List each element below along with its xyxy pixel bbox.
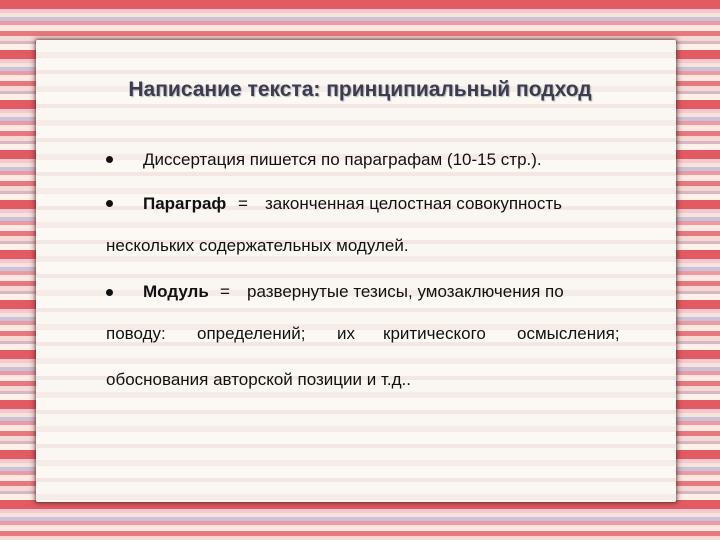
slide: [36, 40, 676, 502]
item-1-text: Диссертация пишется по параграфам (10-15 стр.).: [143, 150, 542, 169]
slide-title: Написание текста: принципиальный подход: [128, 78, 592, 101]
item-2-continuation: нескольких содержательных модулей.: [106, 236, 409, 255]
item-3-definition: развернутые тезисы, умозаключения по: [247, 282, 564, 301]
item-3-word: их: [337, 324, 355, 343]
item-2-definition: законченная целостная совокупность: [265, 194, 563, 213]
bullet-icon: [106, 156, 113, 163]
item-3-word: критического: [383, 324, 486, 343]
bullet-icon: [106, 200, 113, 207]
item-3-separator: =: [220, 282, 230, 301]
item-3-word: определений;: [197, 324, 306, 343]
item-3-term: Модуль: [143, 282, 209, 301]
item-3-continuation: обоснования авторской позиции и т.д..: [106, 370, 411, 389]
item-3-word: осмысления;: [517, 324, 620, 343]
item-3-word: поводу:: [106, 324, 166, 343]
item-2-separator: =: [238, 194, 248, 213]
bullet-icon: [106, 289, 113, 296]
item-2-term: Параграф: [143, 194, 227, 213]
